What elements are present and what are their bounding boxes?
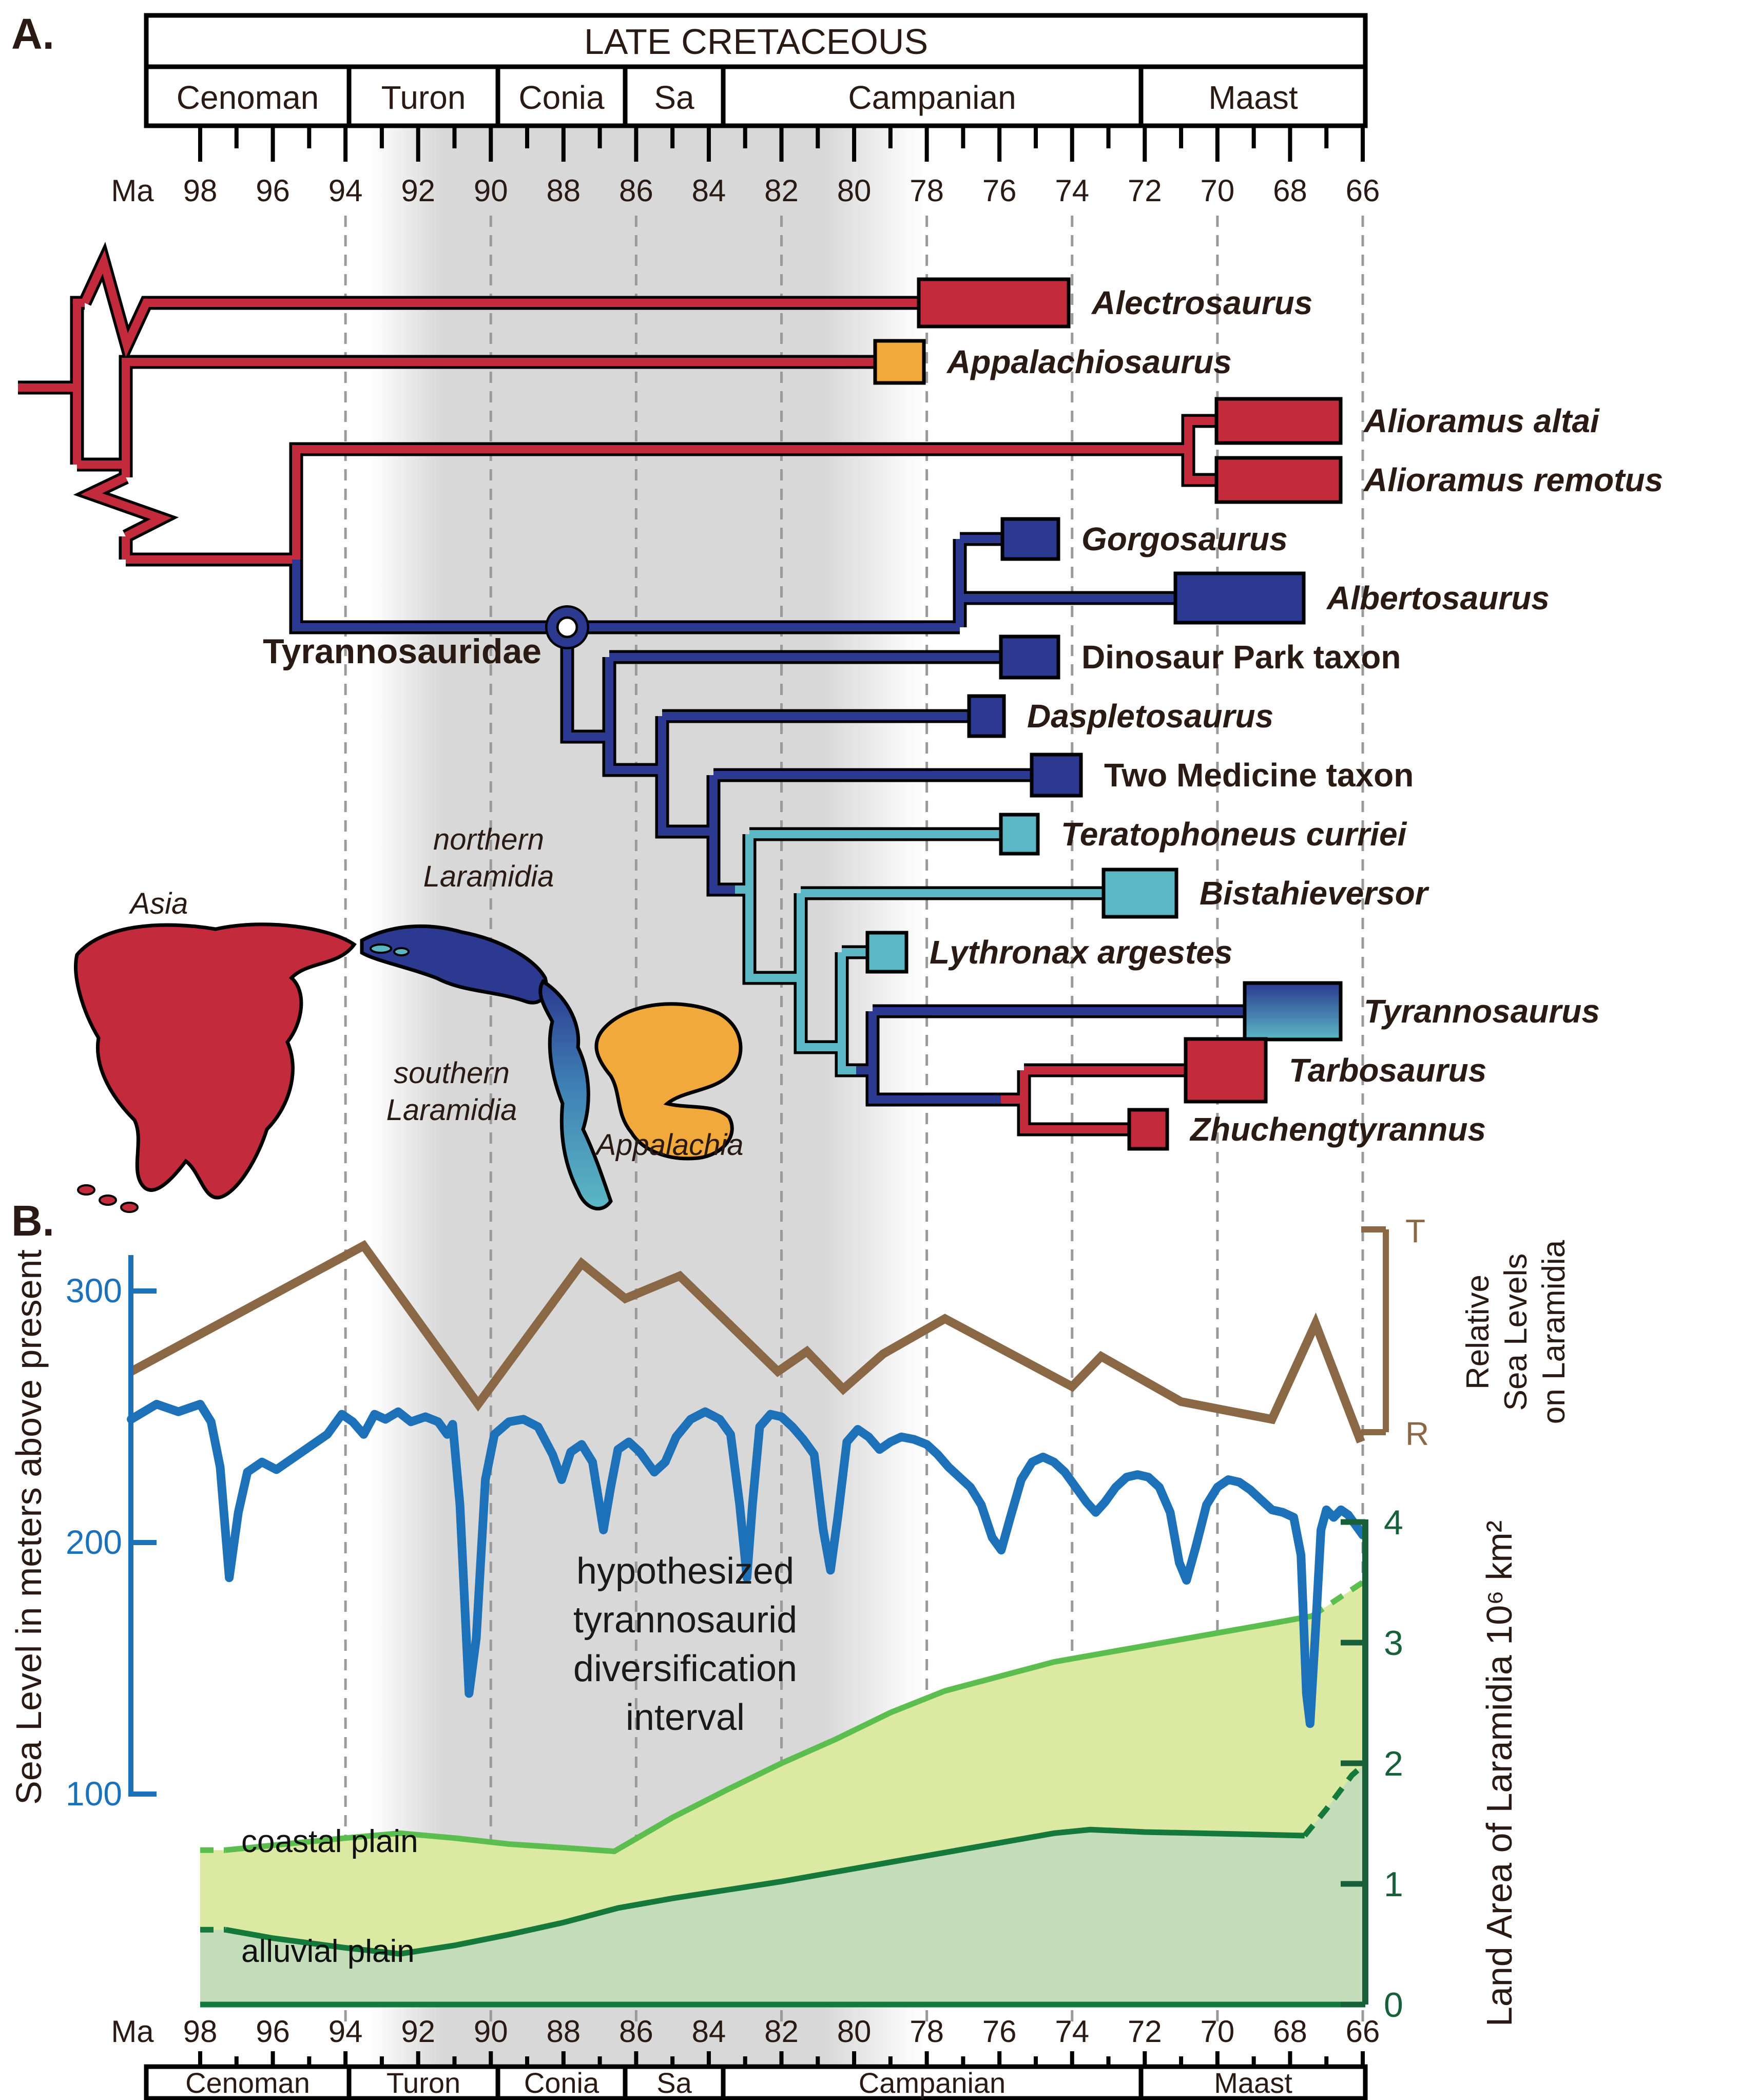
taxon-label-bistahieversor: Bistahieversor <box>1200 875 1428 912</box>
ma-label-bottom-74: 74 <box>1055 2014 1090 2049</box>
ma-label-top-88: 88 <box>546 174 581 208</box>
taxon-range-box-lythronax-argestes <box>867 933 906 972</box>
stage-label-top-Conia: Conia <box>518 79 605 116</box>
taxon-label-alioramus-altai: Alioramus altai <box>1364 402 1599 439</box>
ma-label-top-86: 86 <box>619 174 653 208</box>
taxon-range-box-dinosaur-park-taxon <box>1001 637 1058 678</box>
stage-label-top-Turon: Turon <box>381 79 466 116</box>
ma-label-top-92: 92 <box>401 174 436 208</box>
area-axis-label-1: 1 <box>1384 1865 1403 1904</box>
ma-label-top-96: 96 <box>256 174 290 208</box>
taxon-label-two-medicine-taxon: Two Medicine taxon <box>1104 757 1414 794</box>
relative-axis <box>1361 1212 1572 1452</box>
label-alluvial-plain: alluvial plain <box>241 1934 415 1969</box>
ma-label-bottom-84: 84 <box>691 2014 726 2049</box>
map-label-laramidia-1: Laramidia <box>423 860 554 893</box>
stage-label-top-Sa: Sa <box>654 79 694 116</box>
taxon-label-tyrannosaurus: Tyrannosaurus <box>1364 993 1600 1030</box>
area-axis-label-3: 3 <box>1384 1624 1403 1663</box>
ma-label-bottom-72: 72 <box>1127 2014 1162 2049</box>
map-asia-island-1 <box>100 1196 116 1205</box>
ma-label-bottom-92: 92 <box>401 2014 436 2049</box>
ma-label-bottom-68: 68 <box>1273 2014 1307 2049</box>
taxon-label-dinosaur-park-taxon: Dinosaur Park taxon <box>1081 639 1401 676</box>
map-laramidia-island-1 <box>394 948 409 955</box>
ma-label-bottom-70: 70 <box>1200 2014 1235 2049</box>
taxon-label-lythronax-argestes: Lythronax argestes <box>930 934 1233 971</box>
relative-label-R: R <box>1405 1415 1429 1452</box>
ma-unit-bottom: Ma <box>111 2014 154 2049</box>
ma-label-bottom-78: 78 <box>910 2014 944 2049</box>
taxon-label-teratophoneus-curriei: Teratophoneus curriei <box>1061 816 1407 853</box>
map-label-northern-1: northern <box>433 823 545 856</box>
ma-label-top-82: 82 <box>764 174 799 208</box>
stage-label-bottom-Maast: Maast <box>1214 2067 1292 2099</box>
area-axis-label-4: 4 <box>1384 1503 1403 1542</box>
taxon-range-box-appalachiosaurus <box>875 341 924 383</box>
branch-outline-8 <box>1188 449 1216 480</box>
stage-label-top-Maast: Maast <box>1208 79 1298 116</box>
panel-a-label: A. <box>11 10 54 58</box>
ma-label-bottom-94: 94 <box>328 2014 363 2049</box>
ma-label-top-76: 76 <box>982 174 1017 208</box>
ma-label-bottom-86: 86 <box>619 2014 653 2049</box>
taxon-label-albertosaurus: Albertosaurus <box>1327 580 1550 616</box>
map-label-appalachia-3: Appalachia <box>596 1128 744 1162</box>
taxon-label-alectrosaurus: Alectrosaurus <box>1092 284 1313 321</box>
stage-label-bottom-Campanian: Campanian <box>858 2067 1006 2099</box>
taxon-range-box-alectrosaurus <box>919 279 1069 326</box>
stage-label-top-Campanian: Campanian <box>848 79 1016 116</box>
taxon-label-daspletosaurus: Daspletosaurus <box>1027 698 1274 735</box>
stage-label-bottom-Turon: Turon <box>386 2067 461 2099</box>
taxon-label-zhuchengtyrannus: Zhuchengtyrannus <box>1190 1111 1486 1148</box>
sea-axis-title: Sea Level in meters above present <box>9 1249 49 1805</box>
map-label-asia-0: Asia <box>130 887 188 920</box>
sea-axis-label-300: 300 <box>65 1271 122 1309</box>
taxon-label-appalachiosaurus: Appalachiosaurus <box>947 343 1232 380</box>
clade-label-tyrannosauridae: Tyrannosauridae <box>263 632 542 671</box>
area-axis-title: Land Area of Laramidia 10⁶ km² <box>1479 1520 1519 2027</box>
tyrannosauridae-node-inner <box>557 618 577 637</box>
branch-outline-31 <box>1024 1070 1129 1129</box>
stage-label-bottom-Conia: Conia <box>524 2067 600 2099</box>
annotation-line-3: diversification <box>573 1648 798 1689</box>
taxon-range-box-alioramus-altai <box>1216 399 1341 443</box>
ma-label-bottom-76: 76 <box>982 2014 1017 2049</box>
taxon-label-tarbosaurus: Tarbosaurus <box>1289 1052 1487 1089</box>
label-coastal-plain: coastal plain <box>241 1824 418 1859</box>
ma-label-top-90: 90 <box>473 174 508 208</box>
panel-b-label: B. <box>11 1197 54 1245</box>
branch-31 <box>1024 1070 1129 1129</box>
map-label-southern-2: southern <box>394 1056 510 1090</box>
annotation-line-4: interval <box>625 1697 745 1738</box>
ma-label-bottom-90: 90 <box>473 2014 508 2049</box>
ma-label-bottom-66: 66 <box>1345 2014 1380 2049</box>
ma-label-top-66: 66 <box>1345 174 1380 208</box>
ma-label-top-78: 78 <box>910 174 944 208</box>
taxon-range-box-gorgosaurus <box>1002 519 1058 559</box>
ma-label-top-72: 72 <box>1127 174 1162 208</box>
sea-axis-label-200: 200 <box>65 1523 122 1561</box>
ma-label-bottom-96: 96 <box>256 2014 290 2049</box>
taxon-range-box-alioramus-remotus <box>1216 458 1341 502</box>
ma-label-top-94: 94 <box>328 174 363 208</box>
ma-label-top-70: 70 <box>1200 174 1235 208</box>
relative-label-T: T <box>1405 1212 1426 1249</box>
ma-label-bottom-98: 98 <box>183 2014 218 2049</box>
ma-label-bottom-82: 82 <box>764 2014 799 2049</box>
stage-label-bottom-Cenoman: Cenoman <box>185 2067 310 2099</box>
map-asia-island-0 <box>78 1185 94 1195</box>
stage-label-bottom-Sa: Sa <box>656 2067 692 2099</box>
annotation-line-1: hypothesized <box>576 1551 795 1592</box>
ma-label-top-74: 74 <box>1055 174 1090 208</box>
ma-label-top-98: 98 <box>183 174 218 208</box>
area-axis <box>1341 1503 1519 2027</box>
taxon-range-box-tyrannosaurus <box>1245 983 1341 1039</box>
ma-label-top-84: 84 <box>691 174 726 208</box>
area-axis-label-0: 0 <box>1384 1986 1403 2025</box>
ma-label-bottom-88: 88 <box>546 2014 581 2049</box>
taxon-label-alioramus-remotus: Alioramus remotus <box>1364 461 1664 498</box>
annotation-line-2: tyrannosaurid <box>573 1600 798 1641</box>
ma-label-bottom-80: 80 <box>837 2014 872 2049</box>
ma-label-top-80: 80 <box>837 174 872 208</box>
taxon-label-gorgosaurus: Gorgosaurus <box>1081 521 1288 557</box>
ma-label-top-68: 68 <box>1273 174 1307 208</box>
area-axis-label-2: 2 <box>1384 1744 1403 1783</box>
taxon-range-box-zhuchengtyrannus <box>1129 1110 1167 1149</box>
map-region-asia <box>76 924 354 1198</box>
taxon-range-box-daspletosaurus <box>969 696 1004 736</box>
map-laramidia-island-0 <box>371 945 391 953</box>
map-asia-island-2 <box>121 1203 138 1212</box>
branch-4 <box>91 477 161 536</box>
taxon-range-box-albertosaurus <box>1175 573 1304 623</box>
taxon-range-box-teratophoneus-curriei <box>1001 815 1038 854</box>
taxon-range-box-tarbosaurus <box>1186 1039 1266 1102</box>
map-label-laramidia-2: Laramidia <box>386 1093 517 1127</box>
taxon-range-box-bistahieversor <box>1104 870 1176 917</box>
relative-axis-title: RelativeSea Levelson Laramidia <box>1460 1240 1572 1424</box>
stage-label-top-Cenoman: Cenoman <box>176 79 319 116</box>
era-label: LATE CRETACEOUS <box>584 22 929 62</box>
sea-axis-label-100: 100 <box>65 1775 122 1813</box>
ma-unit-top: Ma <box>111 174 154 208</box>
taxon-range-box-two-medicine-taxon <box>1032 755 1081 796</box>
